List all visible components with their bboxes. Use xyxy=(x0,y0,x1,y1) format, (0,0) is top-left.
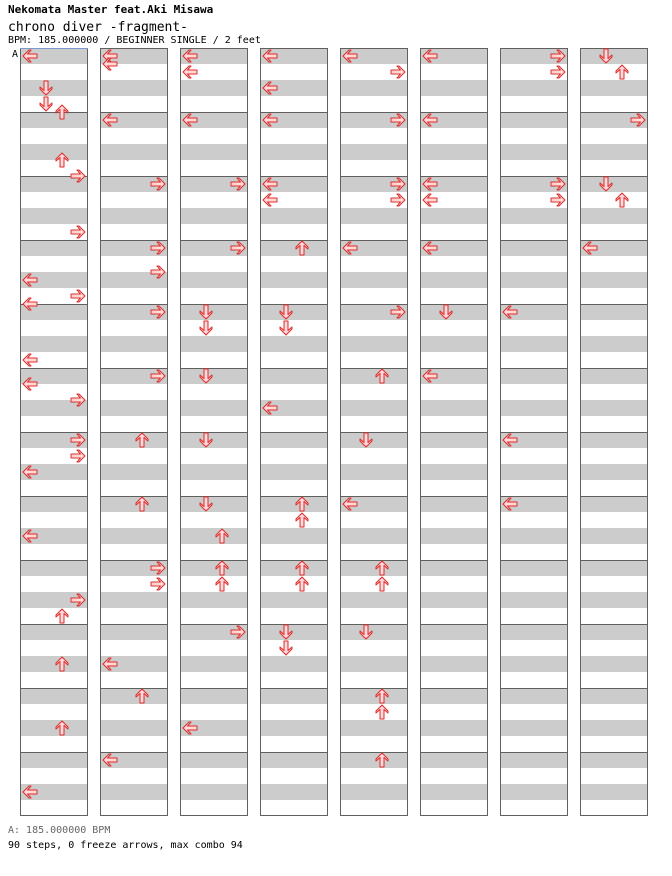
beat-stripe xyxy=(20,208,88,224)
beat-stripe xyxy=(260,528,328,544)
beat-stripe xyxy=(100,592,168,608)
beat-stripe xyxy=(580,432,648,448)
arrow-up xyxy=(296,577,308,591)
arrow-left xyxy=(23,354,37,366)
beat-stripe xyxy=(340,336,408,352)
beat-stripe xyxy=(100,496,168,512)
beat-stripe xyxy=(420,624,488,640)
beat-stripe xyxy=(100,720,168,736)
beat-stripe xyxy=(580,48,648,64)
beat-stripe xyxy=(420,688,488,704)
song-title: chrono diver -fragment- xyxy=(8,20,189,35)
beat-stripe xyxy=(180,144,248,160)
beat-stripe xyxy=(260,336,328,352)
beat-stripe xyxy=(340,720,408,736)
beat-stripe xyxy=(580,624,648,640)
beat-stripe xyxy=(260,272,328,288)
beat-stripe xyxy=(260,688,328,704)
beat-stripe xyxy=(100,688,168,704)
beat-stripe xyxy=(340,560,408,576)
beat-stripe xyxy=(260,592,328,608)
beat-stripe xyxy=(340,208,408,224)
arrow-right xyxy=(391,66,405,78)
beat-stripe xyxy=(180,752,248,768)
beat-stripe xyxy=(420,464,488,480)
step-stats: 90 steps, 0 freeze arrows, max combo 94 xyxy=(8,840,243,851)
arrow-right xyxy=(71,290,85,302)
beat-stripe xyxy=(20,688,88,704)
beat-stripe xyxy=(260,752,328,768)
beat-stripe xyxy=(100,336,168,352)
beat-stripe xyxy=(20,496,88,512)
beat-stripe xyxy=(500,368,568,384)
beat-stripe xyxy=(20,656,88,672)
arrow-notes xyxy=(23,49,645,798)
beat-stripe xyxy=(100,528,168,544)
beat-stripe xyxy=(580,784,648,800)
beat-stripe xyxy=(180,432,248,448)
beat-stripe xyxy=(180,80,248,96)
beat-stripe xyxy=(420,80,488,96)
arrow-right xyxy=(71,450,85,462)
beat-stripe xyxy=(20,240,88,256)
beat-stripe xyxy=(180,304,248,320)
beat-stripe xyxy=(580,80,648,96)
beat-stripe xyxy=(500,592,568,608)
beat-stripe xyxy=(580,656,648,672)
beat-stripe xyxy=(100,144,168,160)
beat-stripe xyxy=(100,624,168,640)
beat-stripe xyxy=(20,752,88,768)
beat-stripe xyxy=(580,400,648,416)
beat-stripe xyxy=(420,720,488,736)
beat-stripe xyxy=(500,272,568,288)
arrow-right xyxy=(551,66,565,78)
arrow-up xyxy=(216,577,228,591)
beat-stripe xyxy=(260,304,328,320)
beat-stripe xyxy=(180,496,248,512)
beat-stripe xyxy=(580,304,648,320)
beat-stripe xyxy=(260,368,328,384)
beat-stripe xyxy=(180,688,248,704)
beat-stripe xyxy=(420,144,488,160)
beat-stripe xyxy=(260,496,328,512)
beat-stripe xyxy=(260,560,328,576)
beat-stripe xyxy=(260,656,328,672)
beat-stripe xyxy=(340,656,408,672)
arrow-up xyxy=(296,513,308,527)
beat-stripe xyxy=(180,368,248,384)
beat-stripe xyxy=(580,336,648,352)
beat-stripe xyxy=(420,304,488,320)
beat-stripe xyxy=(260,464,328,480)
beat-stripe xyxy=(580,144,648,160)
beat-stripe xyxy=(500,112,568,128)
arrow-right xyxy=(71,226,85,238)
beat-stripe xyxy=(20,144,88,160)
beat-stripe xyxy=(260,720,328,736)
beat-stripe xyxy=(580,528,648,544)
beat-stripe xyxy=(500,752,568,768)
beat-stripe xyxy=(500,336,568,352)
beat-stripe xyxy=(500,784,568,800)
beat-stripe xyxy=(580,560,648,576)
beat-stripe xyxy=(20,336,88,352)
beat-stripe xyxy=(580,464,648,480)
beat-stripe xyxy=(500,528,568,544)
beat-stripe xyxy=(420,560,488,576)
beat-stripe xyxy=(340,432,408,448)
beat-stripe xyxy=(100,80,168,96)
beat-stripe xyxy=(580,720,648,736)
beat-stripe xyxy=(500,688,568,704)
beat-stripe xyxy=(340,368,408,384)
arrow-left xyxy=(263,194,277,206)
beat-stripe xyxy=(260,144,328,160)
beat-stripe xyxy=(260,784,328,800)
beat-stripe xyxy=(100,464,168,480)
bpm-change-label: A xyxy=(12,49,19,60)
beat-stripe xyxy=(420,272,488,288)
beat-stripe xyxy=(340,528,408,544)
arrow-right xyxy=(391,194,405,206)
beat-stripe xyxy=(340,624,408,640)
beat-stripe xyxy=(20,560,88,576)
beat-stripe xyxy=(420,400,488,416)
beat-stripe xyxy=(20,80,88,96)
bpm-summary: A: 185.000000 BPM xyxy=(8,825,111,836)
beat-stripe xyxy=(20,624,88,640)
beat-stripe xyxy=(260,624,328,640)
beat-stripe xyxy=(420,336,488,352)
beat-stripe xyxy=(340,400,408,416)
beat-stripe xyxy=(180,464,248,480)
beat-stripe xyxy=(100,400,168,416)
beat-stripe xyxy=(580,208,648,224)
beat-stripe xyxy=(420,656,488,672)
beat-stripe xyxy=(340,144,408,160)
beat-stripe xyxy=(420,592,488,608)
beat-stripe xyxy=(500,464,568,480)
beat-stripe xyxy=(500,624,568,640)
beat-stripe xyxy=(420,432,488,448)
beat-stripe xyxy=(100,432,168,448)
beat-stripe xyxy=(580,496,648,512)
beat-stripe xyxy=(340,752,408,768)
beat-stripe xyxy=(420,784,488,800)
beat-stripe xyxy=(340,80,408,96)
beat-stripe xyxy=(420,752,488,768)
beat-stripe xyxy=(420,496,488,512)
song-artist: Nekomata Master feat.Aki Misawa xyxy=(8,3,214,16)
beat-stripe xyxy=(500,208,568,224)
arrow-up xyxy=(376,577,388,591)
beat-stripe xyxy=(580,752,648,768)
beat-stripe xyxy=(420,528,488,544)
beat-stripe xyxy=(260,208,328,224)
arrow-left xyxy=(423,194,437,206)
arrow-up xyxy=(56,609,68,623)
beat-stripe xyxy=(340,592,408,608)
beat-stripe xyxy=(100,208,168,224)
beat-stripe xyxy=(260,240,328,256)
beat-stripe xyxy=(500,144,568,160)
arrow-up xyxy=(616,65,628,79)
beat-stripe xyxy=(20,112,88,128)
chart-info: BPM: 185.000000 / BEGINNER SINGLE / 2 feet xyxy=(8,35,261,46)
beat-stripe xyxy=(580,176,648,192)
beat-stripe xyxy=(340,464,408,480)
arrow-down xyxy=(40,97,52,111)
beat-stripe xyxy=(420,208,488,224)
beat-stripe xyxy=(340,272,408,288)
beat-stripe xyxy=(340,688,408,704)
beat-stripe xyxy=(180,560,248,576)
beat-stripe xyxy=(180,336,248,352)
arrow-right xyxy=(551,194,565,206)
beat-stripe xyxy=(500,240,568,256)
beat-stripe xyxy=(180,272,248,288)
beat-stripe xyxy=(20,720,88,736)
beat-stripe xyxy=(500,656,568,672)
beat-stripe xyxy=(180,656,248,672)
beat-stripe xyxy=(180,400,248,416)
arrow-down xyxy=(200,321,212,335)
beat-stripe xyxy=(500,400,568,416)
beat-stripe xyxy=(340,784,408,800)
arrow-down xyxy=(280,321,292,335)
beat-stripe xyxy=(500,560,568,576)
beat-stripe xyxy=(100,784,168,800)
arrow-up xyxy=(376,705,388,719)
beat-stripe xyxy=(180,784,248,800)
arrow-left xyxy=(183,66,197,78)
beat-stripe xyxy=(500,720,568,736)
stripes-layer xyxy=(20,48,648,800)
beat-stripe xyxy=(580,368,648,384)
beat-stripe xyxy=(500,80,568,96)
beat-stripe xyxy=(180,208,248,224)
arrow-right xyxy=(151,578,165,590)
beat-stripe xyxy=(180,592,248,608)
beat-stripe xyxy=(580,272,648,288)
arrow-up xyxy=(616,193,628,207)
beat-stripe xyxy=(580,592,648,608)
arrow-down xyxy=(280,641,292,655)
beat-stripe xyxy=(180,528,248,544)
beat-stripe xyxy=(580,688,648,704)
beat-stripe xyxy=(260,432,328,448)
